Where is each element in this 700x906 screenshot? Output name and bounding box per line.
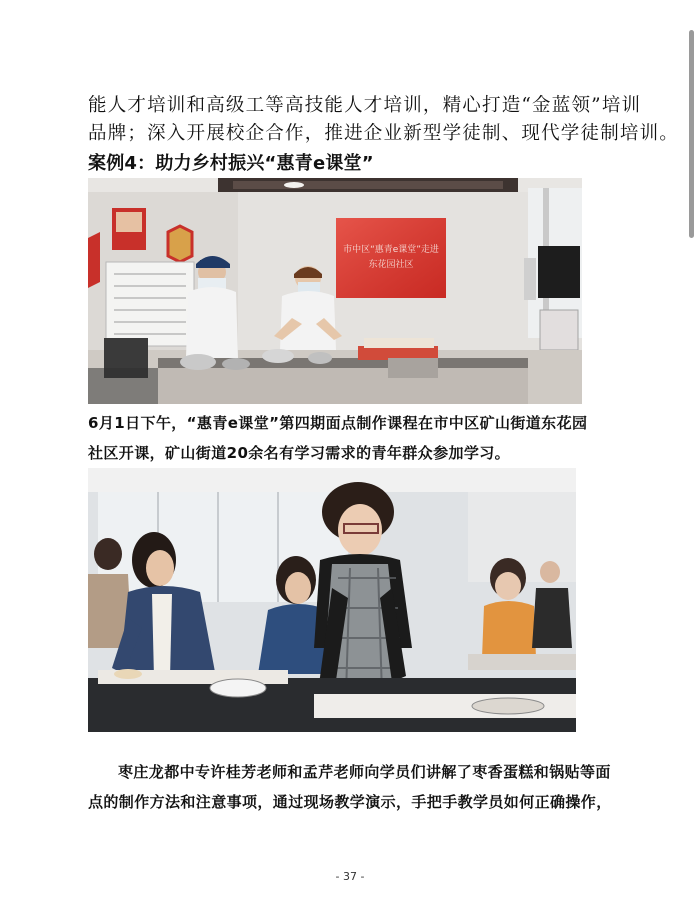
text-line: 能人才培训和高级工等高技能人才培训，精心打造“金蓝领”培训: [88, 95, 642, 116]
caption-line: 6月1日下午，“惠青e课堂”第四期面点制作课程在市中区矿山街道东花园: [88, 414, 588, 432]
intro-paragraph: [88, 92, 680, 148]
cooking-class-photo: [88, 178, 582, 404]
text-line: 点的制作方法和注意事项，通过现场教学演示，手把手教学员如何正确操作，: [88, 793, 612, 811]
text-line: 品牌；深入开展校企合作，推进企业新型学徒制、现代学徒制培训。: [88, 123, 680, 144]
body-paragraph: [88, 757, 648, 817]
photo-caption: [88, 408, 628, 468]
screen-title-line: 市中区“惠青e课堂”走进: [343, 245, 439, 255]
case-heading: 案例4：助力乡村振兴“惠青e课堂”: [88, 153, 374, 174]
screen-title-line: 东花园社区: [368, 260, 414, 270]
page-number: - 37 -: [335, 870, 365, 883]
scrollbar-thumb[interactable]: [689, 30, 694, 238]
dough-making-photo: [88, 468, 576, 732]
text-line: 枣庄龙都中专许桂芳老师和孟芹老师向学员们讲解了枣香蛋糕和锅贴等面: [118, 763, 611, 781]
caption-line: 社区开课，矿山街道20余名有学习需求的青年群众参加学习。: [88, 444, 511, 462]
projection-screen: [336, 218, 446, 298]
